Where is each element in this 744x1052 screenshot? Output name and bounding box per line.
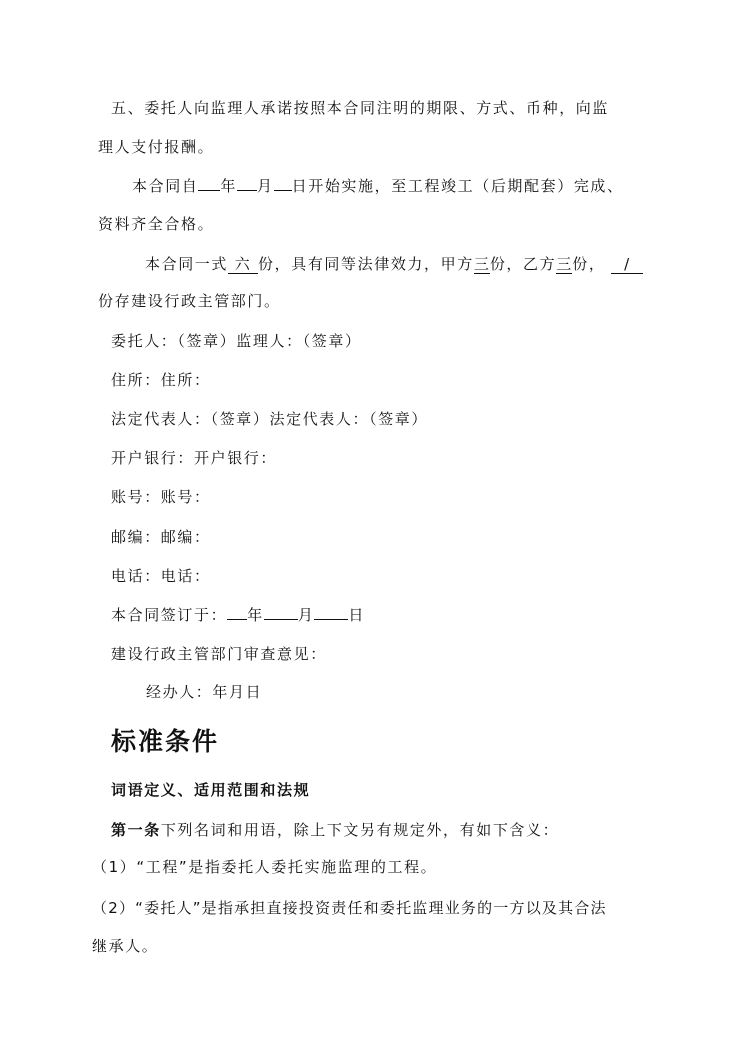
copies-line-2: 份存建设行政主管部门。 [98, 292, 281, 310]
copies-slash: / [611, 256, 643, 274]
party-a-count: 三 [473, 255, 491, 273]
term-year: 年 [220, 177, 238, 195]
article-1-text: 下列名词和用语，除上下文另有规定外，有如下含义： [160, 821, 560, 839]
party-b-count: 三 [556, 255, 573, 273]
review-opinion-line: 建设行政主管部门审查意见： [111, 645, 327, 663]
paragraph-5-line-2: 理人支付报酬。 [98, 138, 215, 156]
article-1-label: 第一条 [111, 821, 161, 839]
copies-mid: 份，具有同等法律效力，甲方 [258, 255, 474, 273]
copies-prefix: 本合同一式 [145, 255, 229, 273]
copies-mid3: 份， [572, 255, 606, 273]
term-day-text: 日开始实施，至工程竣工（后期配套）完成、 [291, 177, 624, 195]
paragraph-5-line-1: 五、委托人向监理人承诺按照本合同注明的期限、方式、币种，向监 [111, 99, 610, 117]
signing-day: 日 [348, 606, 366, 624]
phone-line: 电话：电话： [111, 567, 211, 585]
definition-item-2-line-1: （2）“委托人”是指承担直接投资责任和委托监理业务的一方以及其合法 [92, 899, 607, 917]
copies-count: 六 [228, 256, 258, 274]
standard-conditions-title: 标准条件 [111, 727, 220, 756]
term-prefix: 本合同自 [132, 177, 199, 195]
signing-year: 年 [247, 606, 264, 624]
definition-item-2-line-2: 继承人。 [92, 937, 159, 955]
section-title: 词语定义、适用范围和法规 [111, 781, 311, 799]
copies-mid2: 份，乙方 [489, 255, 557, 273]
signing-date-prefix: 本合同签订于： [111, 606, 228, 624]
article-1 [111, 820, 559, 840]
term-month: 月 [257, 177, 274, 195]
term-line-1 [132, 176, 624, 196]
term-line-2: 资料齐全合格。 [98, 215, 215, 233]
copies-line-1 [145, 254, 643, 274]
bank-line: 开户银行：开户银行： [111, 449, 278, 467]
address-line: 住所：住所： [111, 371, 211, 389]
account-line: 账号：账号： [111, 488, 211, 506]
principal-signature-line: 委托人：（签章）监理人：（签章） [111, 332, 362, 350]
signing-month: 月 [297, 606, 315, 624]
postcode-line: 邮编：邮编： [111, 528, 211, 546]
legal-representative-line: 法定代表人：（签章）法定代表人：（签章） [111, 410, 429, 428]
handler-line: 经办人：年月日 [146, 683, 263, 701]
definition-item-1: （1）“工程”是指委托人委托实施监理的工程。 [92, 858, 438, 876]
signing-date-line [111, 605, 365, 625]
